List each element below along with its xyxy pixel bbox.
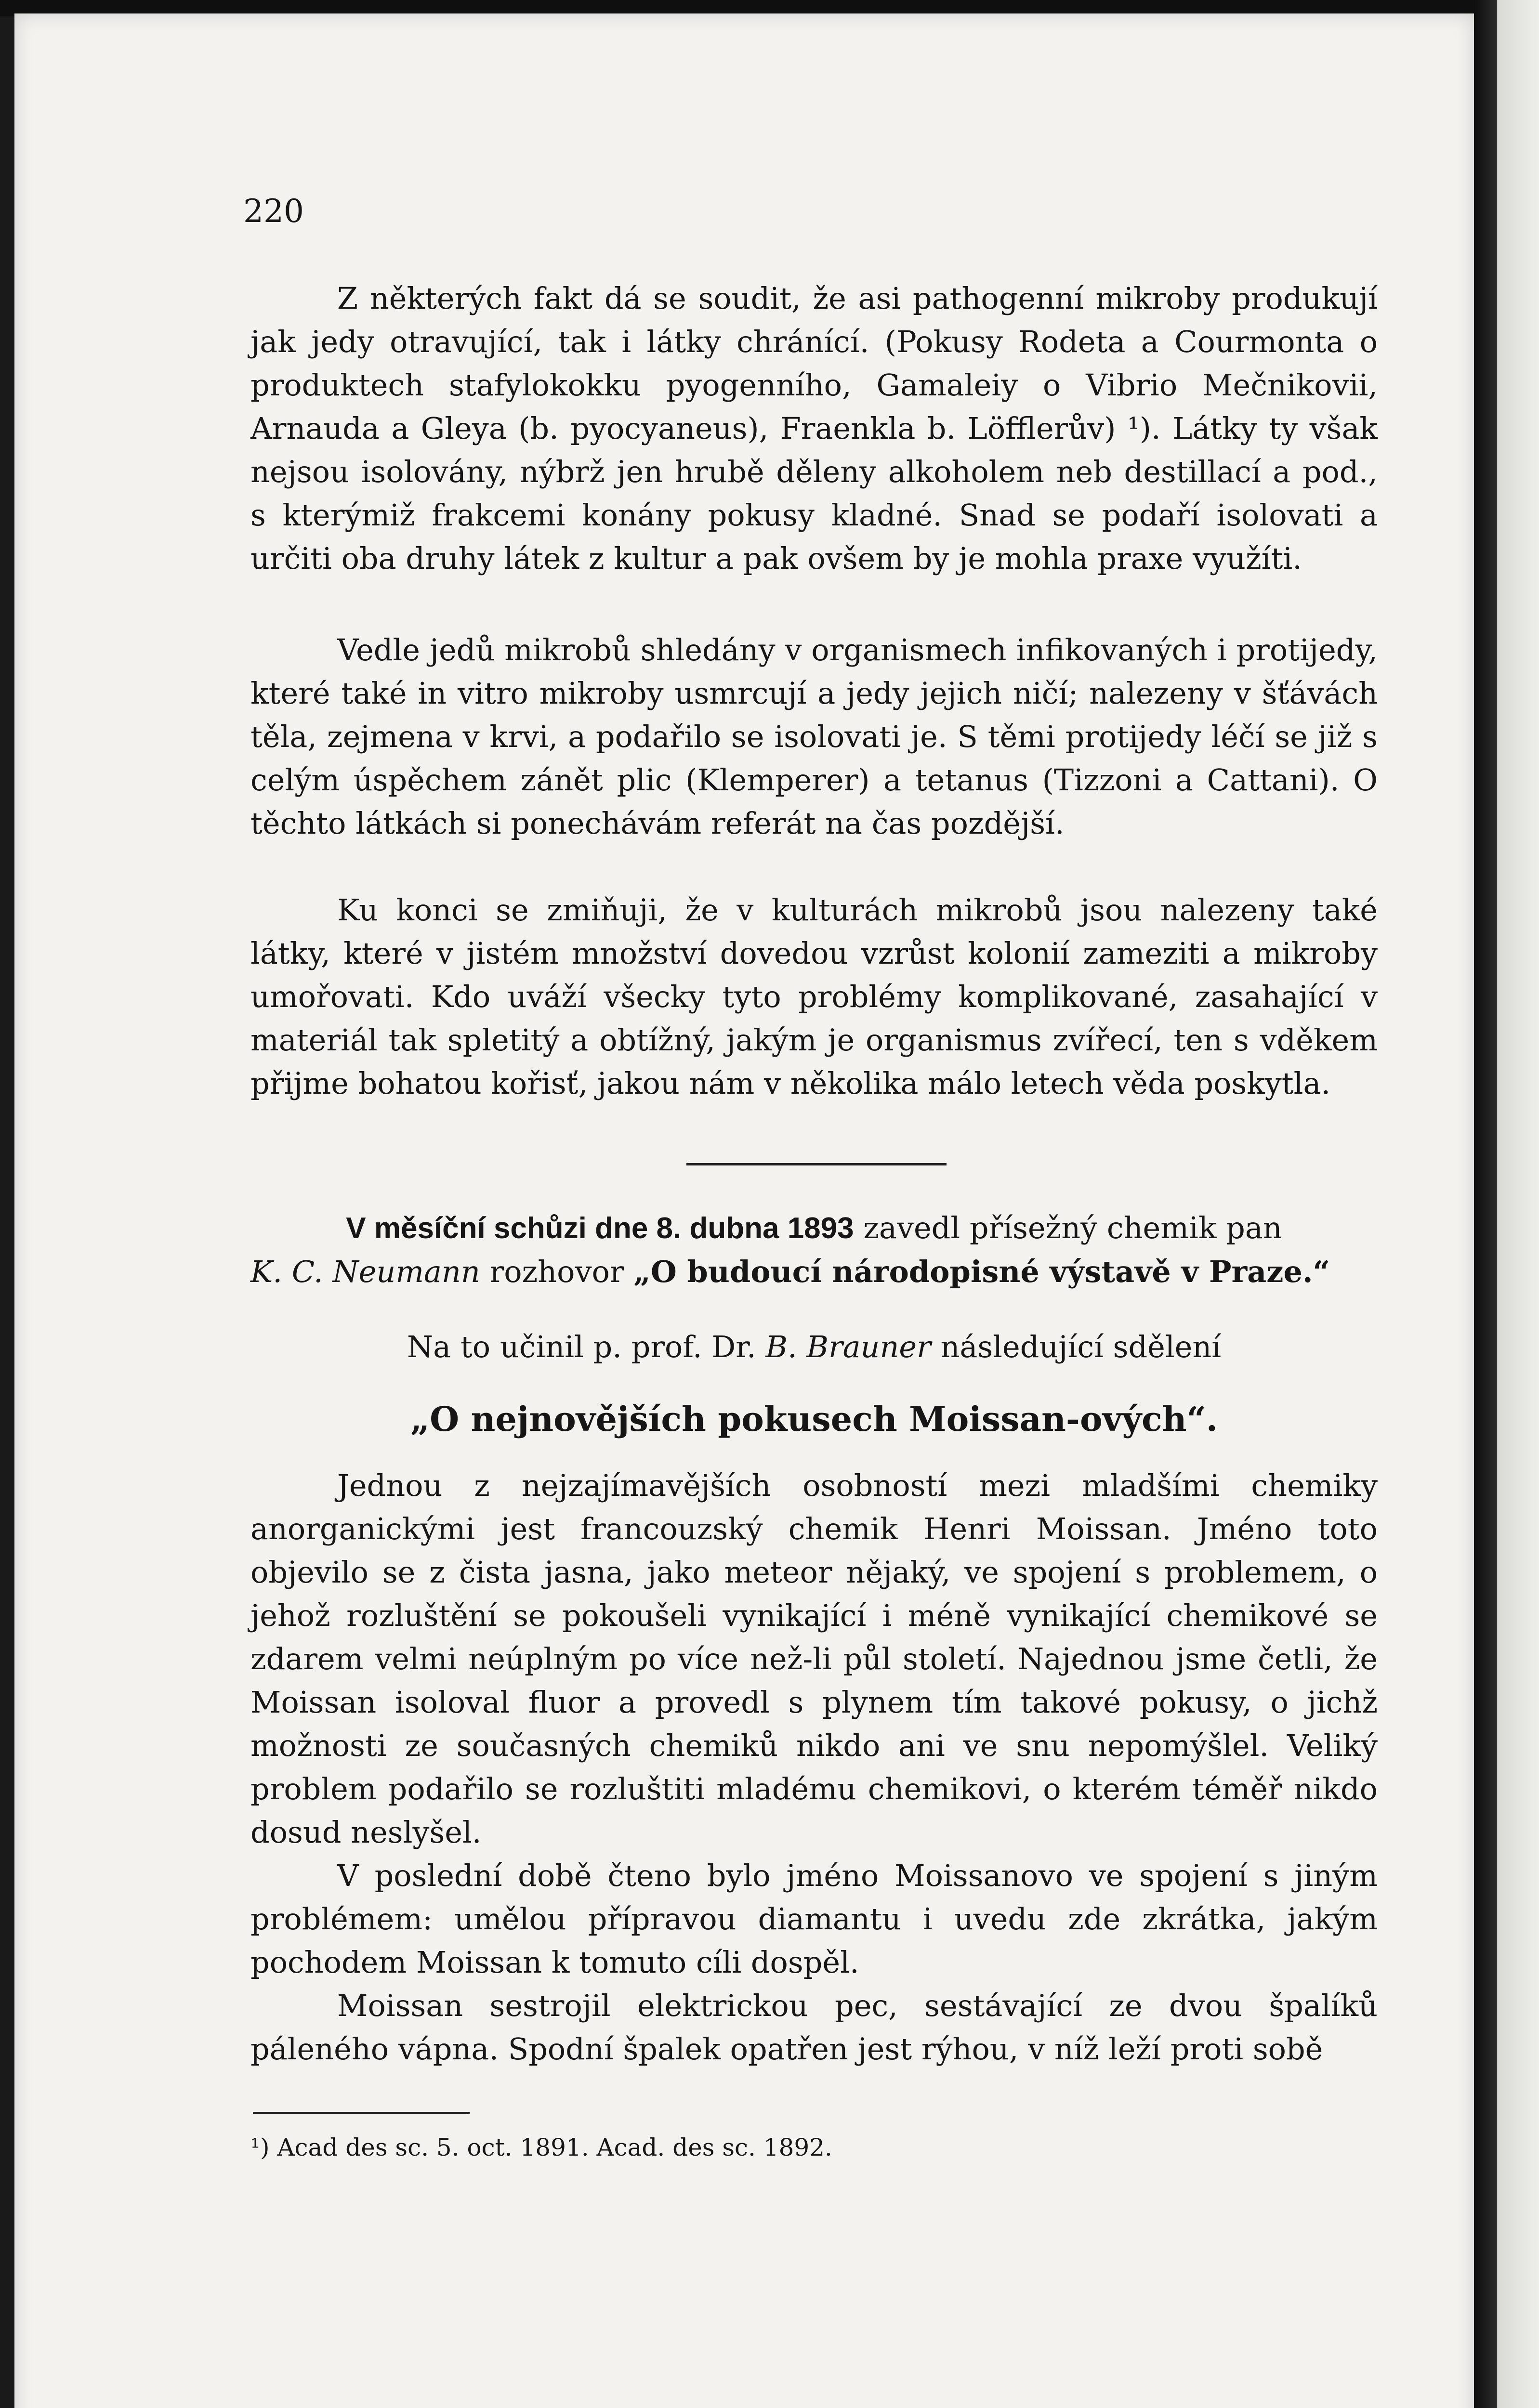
meeting-topic: „O budoucí národopisné výstavě v Praze.“ [633,1254,1330,1289]
scan-right-edge [1474,0,1539,2408]
footnote-rule [253,2112,470,2114]
lecture-intro-prefix: Na to učinil p. prof. Dr. [407,1329,766,1364]
paragraph-moissan-intro: Jednou z nejzajímavějších osobností mezi mladšími chemiky anorganickými jest francouzský chemik Henri Moissan. Jméno toto objevilo se z čista jasna, jako meteor nějaký, ve spojení s problemem, o jehož rozluštění se pokoušeli vynikající i méně vynikající chemikové se zdarem velmi neúplným po více než-li půl století. Najednou jsme četli, že Moissan isoloval fluor a provedl s plynem tím takové pokusy, o jichž možnosti ze současných chemiků nikdo ani ve snu nepomýšlel. Veliký problem podařilo se rozluštiti mladému chemikovi, o kterém téměř nikdo dosud neslyšel. [250,1468,1378,1850]
lecture-intro-suffix: následující sdělení [931,1329,1222,1364]
lecture-intro [250,1329,1378,1364]
meeting-mid: rozhovor [480,1254,634,1289]
paragraph-pathogenic-microbes: Z některých fakt dá se soudit, že asi pathogenní mikroby produkují jak jedy otravující, tak i látky chránící. (Pokusy Rodeta a Courmonta o produktech stafylokokku pyogenního, Gamaleiy o Vibrio Mečnikovii, Arnauda a Gleya (b. pyocyaneus), Fraenkla b. Löfflerův) ¹). Látky ty však nejsou isolovány, nýbrž jen hrubě děleny alkoholem neb destillací a pod., s kterýmiž frakcemi konány pokusy kladné. Snad se podaří isolovati a určiti oba druhy látek z kultur a pak ovšem by je mohla praxe využíti. [250,281,1378,576]
lecturer-name: B. Brauner [765,1329,931,1364]
meeting-announcement [250,1206,1378,1294]
paragraph-conclusion: Ku konci se zmiňuji, že v kulturách mikrobů jsou nalezeny také látky, které v jistém množství dovedou vzrůst kolonií zameziti a mikroby umořovati. Kdo uváží všecky tyto problémy komplikované, zasahající v materiál tak spletitý a obtížný, jakým je organismus zvířecí, ten s vděkem přijme bohatou kořisť, jakou nám v několika málo letech věda poskytla. [250,892,1378,1101]
meeting-text: zavedl přísežný chemik pan [854,1210,1282,1245]
section-divider [686,1163,947,1165]
footnote: ¹) Acad des sc. 5. oct. 1891. Acad. des sc. 1892. [250,2133,832,2161]
page-number: 220 [243,193,304,230]
meeting-date: V měsíční schůzi dne 8. dubna 1893 [346,1212,854,1245]
lecture-title: „O nejnovějších pokusech Moissan-ových“. [410,1399,1218,1439]
paragraph-antitoxins: Vedle jedů mikrobů shledány v organismech infikovaných i protijedy, které také in vitro mikroby usmrcují a jedy jejich ničí; nalezeny v šťávách těla, zejmena v krvi, a podařilo se isolovati je. S těmi protijedy léčí se již s celým úspěchem zánět plic (Klemperer) a tetanus (Tizzoni a Cattani). O těchto látkách si ponechávám referát na čas pozdější. [250,632,1378,841]
paragraph-furnace: Moissan sestrojil elektrickou pec, sestávající ze dvou špalíků páleného vápna. Spodní špalek opatřen jest rýhou, v níž leží proti sobě [250,1988,1378,2067]
paragraph-diamond: V poslední době čteno bylo jméno Moissanovo ve spojení s jiným problémem: umělou přípravou diamantu i uvedu zde zkrátka, jakým pochodem Moissan k tomuto cíli dospěl. [250,1858,1378,1980]
speaker-name: K. C. Neumann [250,1254,480,1289]
